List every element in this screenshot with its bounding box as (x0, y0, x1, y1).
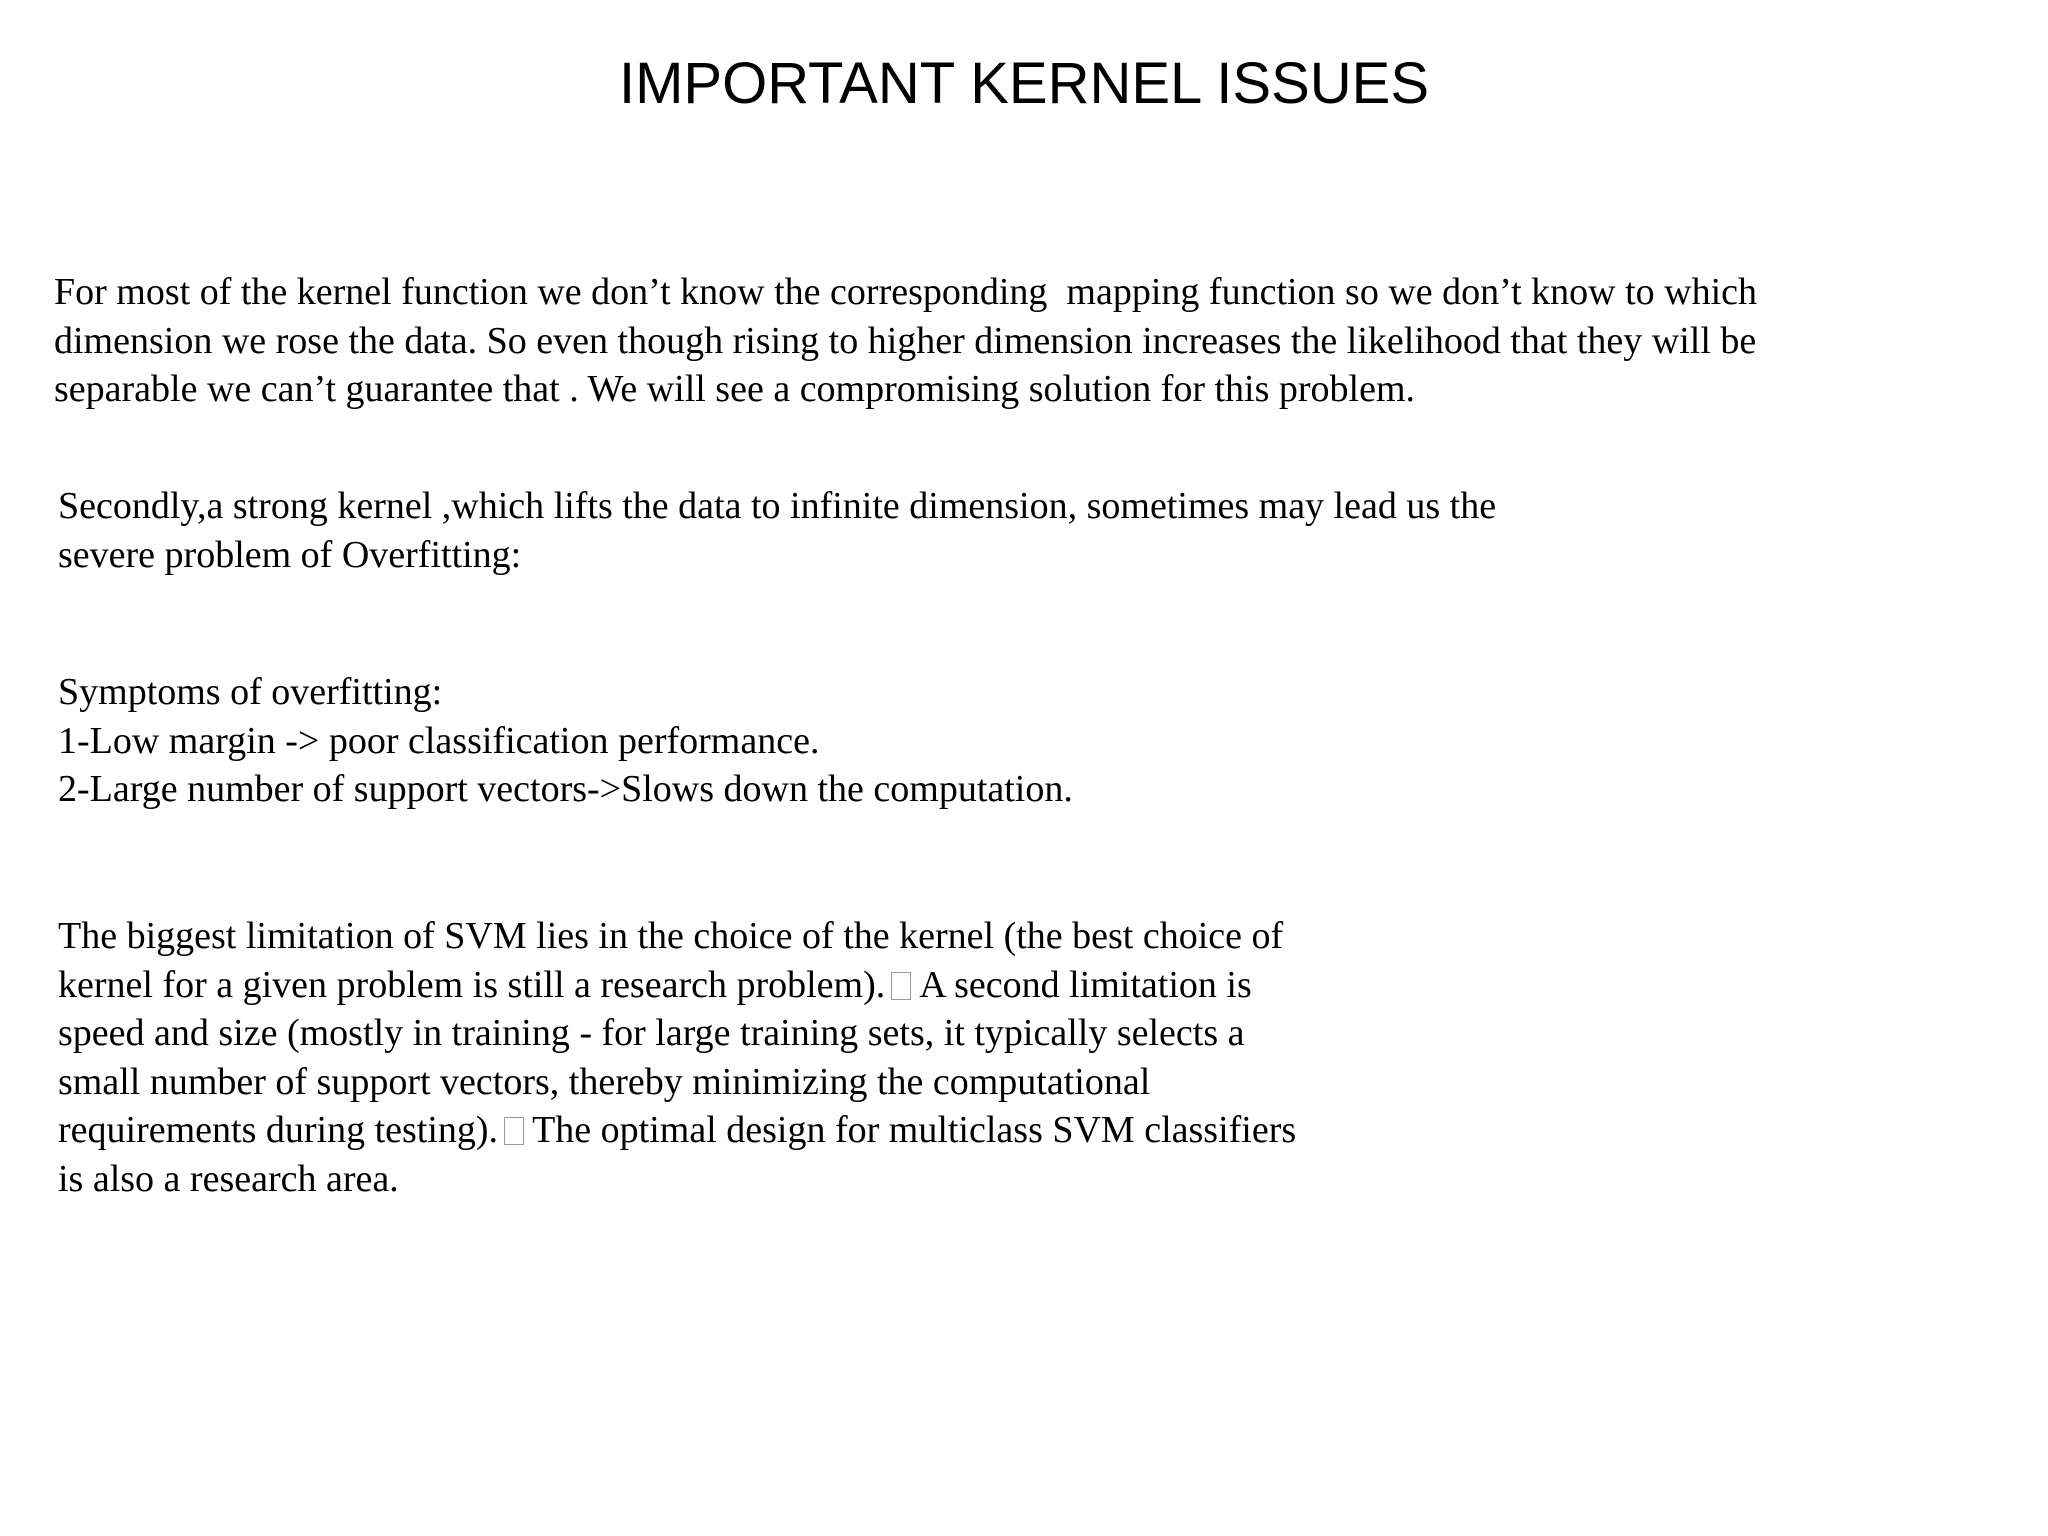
paragraph-line (58, 1106, 1296, 1155)
paragraph-line: small number of support vectors, thereby minimizing the computational (58, 1060, 1151, 1103)
paragraph-line: severe problem of Overfitting: (58, 533, 522, 576)
paragraph-line: speed and size (mostly in training - for large training sets, it typically selects a (58, 1012, 1245, 1055)
paragraph-svm-limitations (58, 912, 1296, 1204)
line-text: requirements during testing). (58, 1109, 499, 1152)
symptom-item: 2-Large number of support vectors->Slows down the computation. (58, 768, 1073, 811)
line-text: The optimal design for multiclass SVM classifiers (532, 1109, 1297, 1152)
paragraph-kernel-mapping (54, 268, 1757, 414)
line-text: A second limitation is (919, 963, 1252, 1006)
paragraph-line: separable we can’t guarantee that . We will see a compromising solution for this problem. (54, 368, 1416, 411)
paragraph-line: The biggest limitation of SVM lies in the choice of the kernel (the best choice of (58, 915, 1284, 957)
slide-title: IMPORTANT KERNEL ISSUES (618, 51, 1430, 116)
paragraph-line: Secondly,a strong kernel ,which lifts the data to infinite dimension, sometimes may lead us the (58, 485, 1497, 527)
paragraph-line: is also a research area. (58, 1157, 399, 1200)
paragraph-line: For most of the kernel function we don’t know the corresponding mapping function so we don’t know to which (54, 271, 1758, 313)
paragraph-overfitting-intro (58, 482, 1496, 579)
symptom-item: 1-Low margin -> poor classification performance. (58, 719, 820, 762)
missing-glyph-box-icon (891, 972, 911, 1000)
missing-glyph-box-icon (504, 1117, 524, 1145)
paragraph-line: dimension we rose the data. So even though rising to higher dimension increases the likelihood that they will be (54, 319, 1757, 362)
paragraph-overfitting-symptoms (58, 668, 1073, 814)
symptoms-heading: Symptoms of overfitting: (58, 671, 443, 713)
line-text: kernel for a given problem is still a research problem). (58, 963, 886, 1006)
paragraph-line (58, 961, 1296, 1010)
